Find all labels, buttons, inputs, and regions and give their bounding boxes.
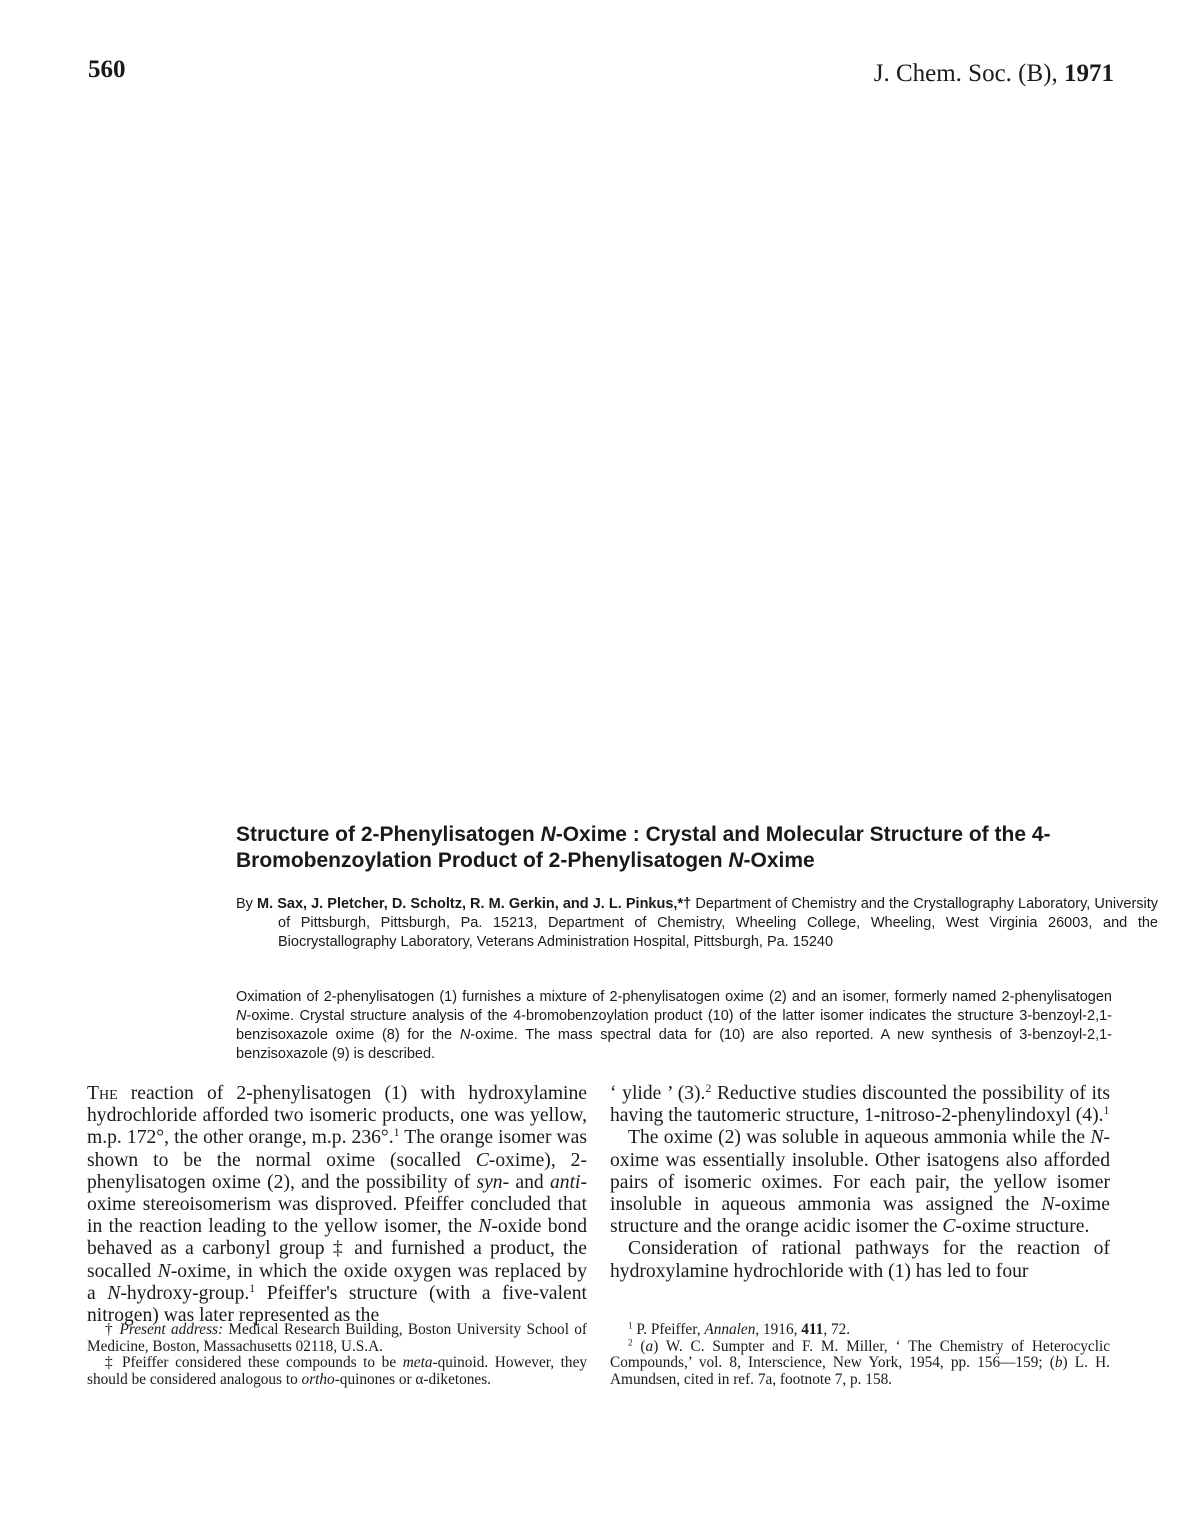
page-number: 560 xyxy=(88,56,126,83)
body-paragraph: Consideration of rational pathways for the reaction of hydroxylamine hydrochloride with (1) has led to four xyxy=(610,1238,1110,1282)
body-paragraph: The reaction of 2-phenylisatogen (1) with hydroxylamine hydrochloride afforded two isomeric products, one was yellow, m.p. 172°, the other orange, m.p. 236°.$^1$ The orange isomer was shown to be the normal oxime (socalled C-oxime), 2-phenylisatogen oxime (2), and the possibility of syn- and anti-oxime stereoisomerism was disproved. Pfeiffer concluded that in the reaction leading to the yellow isomer, the N-oxide bond behaved as a carbonyl group ‡ and furnished a product, the socalled N-oxime, in which the oxide oxygen was replaced by a N-hydroxy-group.$^1$ Pfeiffer's structure (with a five-valent nitrogen) was later represented as the xyxy=(87,1083,587,1327)
affiliations: Department of Chemistry and the Crystallography Laboratory, University of Pittsburgh, Pittsburgh, Pa. 15213, Department of Chemistry, Wheeling College, Wheeling, West Virginia 26003, and the Biocrystallography Laboratory, Veterans Administration Hospital, Pittsburgh, Pa. 15240 xyxy=(278,896,1159,950)
journal-year: 1971 xyxy=(1064,60,1114,87)
author-names: M. Sax, J. Pletcher, D. Scholtz, R. M. Gerkin, and J. L. Pinkus,*† xyxy=(257,896,692,912)
body-paragraph: The oxime (2) was soluble in aqueous ammonia while the N-oxime was essentially insoluble. Other isatogens also afforded pairs of isomeric oximes. For each pair, the yellow isomer insoluble in aqueous ammonia was assigned the N-oxime structure and the orange acidic isomer the C-oxime structure. xyxy=(610,1127,1110,1238)
article-title: Structure of 2-Phenylisatogen N-Oxime : Crystal and Molecular Structure of the 4-Bromobenzoylation Product of 2-Phenylisatogen N-Oxime xyxy=(236,823,1051,872)
footnote-double-dagger: ‡ Pfeiffer considered these compounds to be meta-quinoid. However, they should be considered analogous to ortho-quinones or α-diketones. xyxy=(87,1354,588,1388)
body-column-right xyxy=(610,1083,1110,1283)
footnotes-left xyxy=(87,1322,587,1388)
journal-citation xyxy=(874,60,1114,88)
references xyxy=(610,1322,1110,1388)
reference-2: $^2$ (a) W. C. Sumpter and F. M. Miller, ‘ The Chemistry of Heterocyclic Compounds,’ vol. 8, Interscience, New York, 1954, pp. 156—159; (b) L. H. Amundsen, cited in ref. 7a, footnote 7, p. 158. xyxy=(610,1337,1110,1388)
body-column-left xyxy=(87,1083,587,1327)
footnote-dagger: † Present address: Medical Research Building, Boston University School of Medicine, Boston, Massachusetts 02118, U.S.A. xyxy=(87,1321,588,1355)
by-label: By xyxy=(236,896,258,912)
journal-name: J. Chem. Soc. (B), xyxy=(873,60,1058,87)
author-affiliation-block xyxy=(236,895,1158,952)
body-paragraph: ‘ ylide ’ (3).$^2$ Reductive studies discounted the possibility of its having the tautomeric structure, 1-nitroso-2-phenylindoxyl (4).$^1$ xyxy=(610,1081,1110,1127)
abstract: Oximation of 2-phenylisatogen (1) furnishes a mixture of 2-phenylisatogen oxime (2) and an isomer, formerly named 2-phenylisatogen N-oxime. Crystal structure analysis of the 4-bromobenzoylation product (10) of the latter isomer indicates the structure 3-benzoyl-2,1-benzisoxazole oxime (8) for the N-oxime. The mass spectral data for (10) are also reported. A new synthesis of 3-benzoyl-2,1-benzisoxazole (9) is described. xyxy=(236,989,1112,1062)
reference-1: $^1$ P. Pfeiffer, Annalen, 1916, 411, 72. xyxy=(628,1320,851,1338)
